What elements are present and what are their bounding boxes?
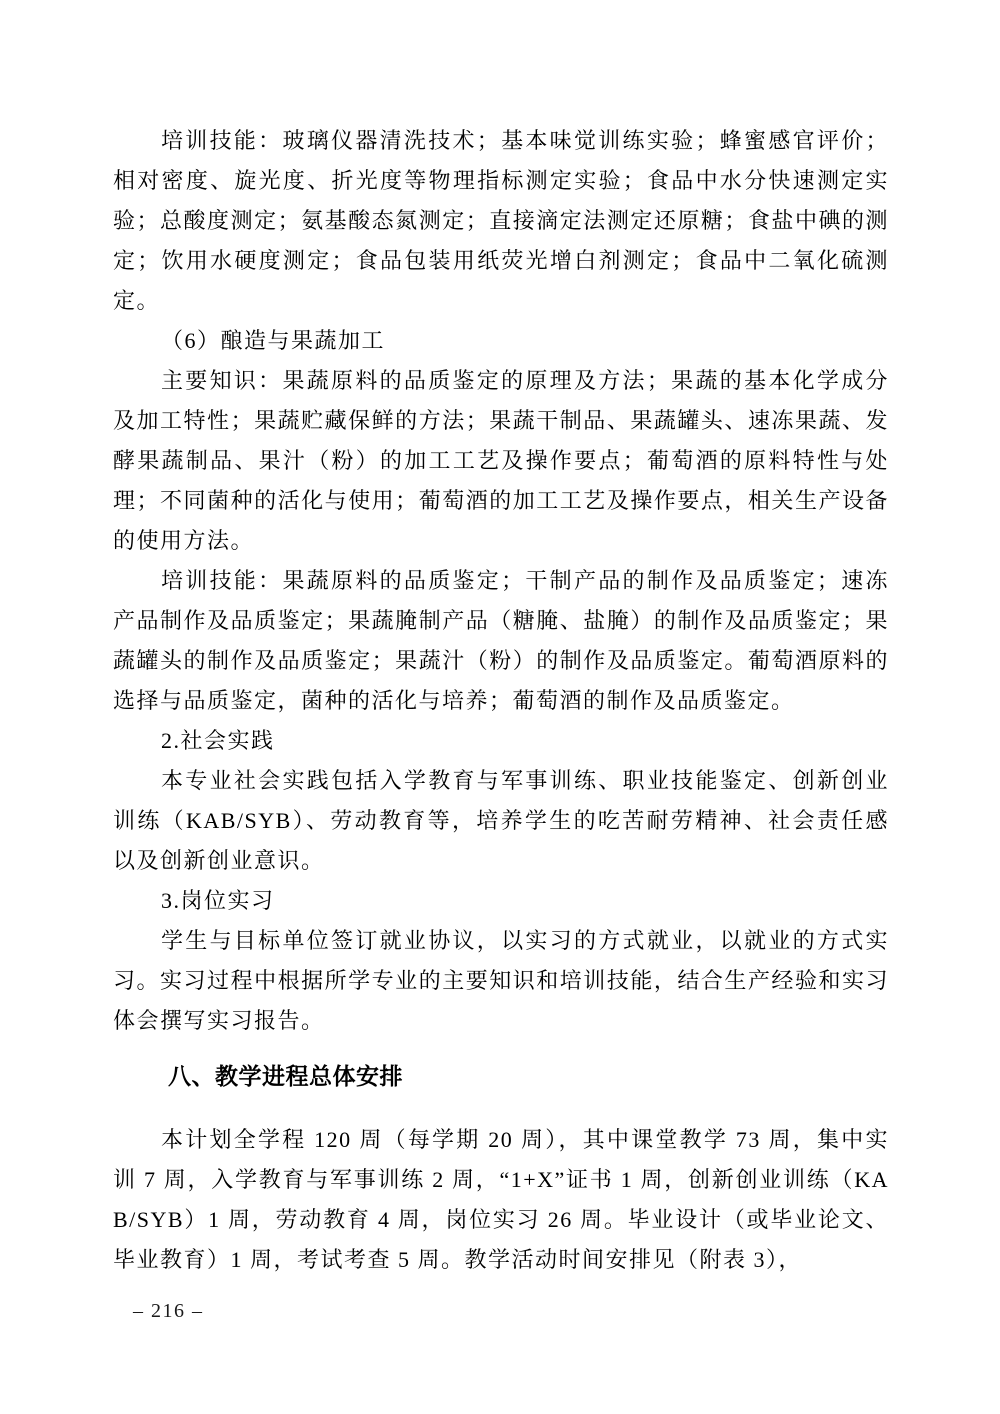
page-footer: [133, 1300, 204, 1323]
paragraph-item-2-social-practice: 2.社会实践: [161, 728, 275, 753]
paragraph-training-skills-analysis: 培训技能：玻璃仪器清洗技术；基本味觉训练实验；蜂蜜感官评价；相对密度、旋光度、折光度等物理指标测定实验；食品中水分快速测定实验；总酸度测定；氨基酸态氮测定；直接滴定法测定还原糖；食盐中碘的测定；饮用水硬度测定；食品包装用纸荧光增白剂测定；食品中二氧化硫测定。: [113, 128, 889, 313]
paragraph-main-knowledge: 主要知识：果蔬原料的品质鉴定的原理及方法；果蔬的基本化学成分及加工特性；果蔬贮藏保鲜的方法；果蔬干制品、果蔬罐头、速冻果蔬、发酵果蔬制品、果汁（粉）的加工工艺及操作要点；葡萄酒的原料特性与处理；不同菌种的活化与使用；葡萄酒的加工工艺及操作要点，相关生产设备的使用方法。: [113, 368, 889, 553]
paragraph-schedule-overview: 本计划全学程 120 周（每学期 20 周），其中课堂教学 73 周，集中实训 7 周，入学教育与军事训练 2 周，“1+X”证书 1 周，创新创业训练（KAB/SYB）1 周，劳动教育 4 周，岗位实习 26 周。毕业设计（或毕业论文、毕业教育）1 周，考试考查 5 周。教学活动时间安排见（附表 3），: [113, 1127, 889, 1272]
paragraph-training-skills-fruit-veg: 培训技能：果蔬原料的品质鉴定；干制产品的制作及品质鉴定；速冻产品制作及品质鉴定；果蔬腌制产品（糖腌、盐腌）的制作及品质鉴定；果蔬罐头的制作及品质鉴定；果蔬汁（粉）的制作及品质鉴定。葡萄酒原料的选择与品质鉴定，菌种的活化与培养；葡萄酒的制作及品质鉴定。: [113, 568, 889, 713]
page-number: – 216 –: [133, 1300, 204, 1322]
paragraph-subsection-6-title: （6）酿造与果蔬加工: [161, 328, 386, 353]
paragraph-item-3-post-internship: 3.岗位实习: [161, 888, 275, 913]
section-heading-teaching-schedule: 八、教学进程总体安排: [168, 1063, 403, 1089]
paragraph-social-practice-detail: 本专业社会实践包括入学教育与军事训练、职业技能鉴定、创新创业训练（KAB/SYB）、劳动教育等，培养学生的吃苦耐劳精神、社会责任感以及创新创业意识。: [113, 768, 889, 873]
document-body: [113, 121, 889, 1280]
paragraph-internship-detail: 学生与目标单位签订就业协议，以实习的方式就业，以就业的方式实习。实习过程中根据所学专业的主要知识和培训技能，结合生产经验和实习体会撰写实习报告。: [113, 928, 889, 1033]
